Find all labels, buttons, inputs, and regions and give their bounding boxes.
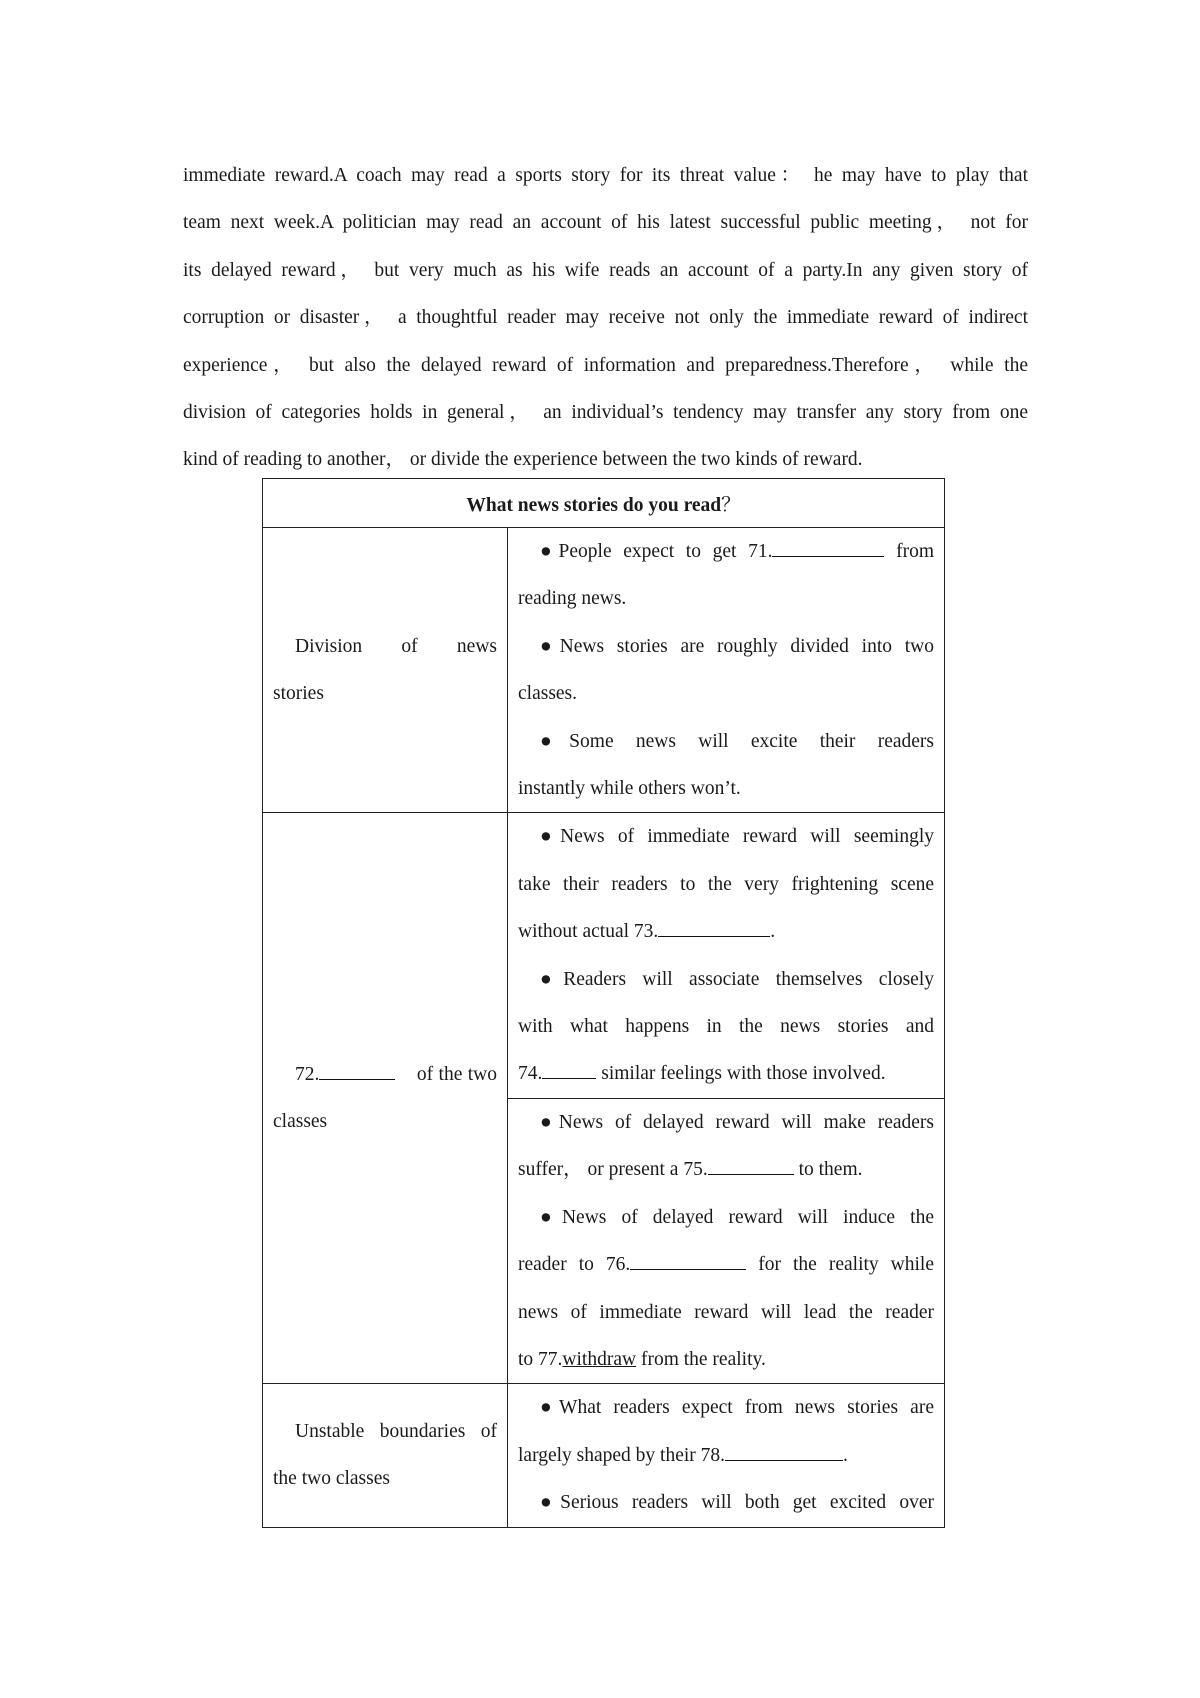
content-line: ●Serious readers will both get excited over bbox=[540, 1492, 934, 1514]
content-line: take their readers to the very frightening scene bbox=[518, 873, 934, 895]
task-table bbox=[262, 478, 945, 1528]
table-title-mark: ？ bbox=[721, 495, 741, 516]
row-content-immediate bbox=[508, 813, 945, 1098]
answer-blank-76[interactable] bbox=[630, 1250, 746, 1271]
content-line: with what happens in the news stories and bbox=[518, 1016, 934, 1038]
row-label-line bbox=[273, 1051, 497, 1098]
table-row bbox=[263, 1384, 945, 1527]
passage-line-7: kind of reading to another， or divide the experience between the two kinds of reward. bbox=[183, 449, 863, 471]
row-content-boundaries bbox=[508, 1384, 945, 1527]
content-line: ●News stories are roughly divided into two bbox=[540, 635, 934, 657]
content-line: ●What readers expect from news stories are bbox=[540, 1397, 934, 1419]
table-title-text: What news stories do you read bbox=[466, 495, 722, 516]
row-label-text: 72. bbox=[295, 1063, 320, 1085]
content-line bbox=[518, 1050, 934, 1097]
table-header-row bbox=[263, 479, 945, 528]
content-text: for the reality while bbox=[746, 1254, 934, 1276]
row-label-line: classes bbox=[273, 1111, 328, 1133]
content-line bbox=[518, 908, 934, 955]
reading-passage bbox=[183, 152, 1028, 484]
table-row bbox=[263, 528, 945, 813]
row-label-text: of the two bbox=[416, 1063, 497, 1085]
row-label-line: stories bbox=[273, 683, 324, 705]
content-line: classes. bbox=[518, 683, 578, 705]
answer-blank-74[interactable] bbox=[542, 1059, 596, 1080]
content-line: ●News of delayed reward will make readers bbox=[540, 1111, 934, 1133]
answer-77: withdraw bbox=[562, 1348, 637, 1370]
answer-blank-71[interactable] bbox=[772, 537, 884, 558]
row-label-line: the two classes bbox=[273, 1468, 390, 1490]
content-text: to 77. bbox=[518, 1348, 563, 1370]
content-line: ●News of immediate reward will seemingly bbox=[540, 826, 934, 848]
content-line bbox=[518, 1146, 934, 1193]
passage-line-4: corruption or disaster， a thoughtful reader may receive not only the immediate reward of indirect bbox=[183, 307, 1028, 329]
row-content-delayed bbox=[508, 1098, 945, 1383]
content-text: . bbox=[770, 921, 776, 943]
content-text: from the reality. bbox=[636, 1348, 766, 1370]
content-line bbox=[518, 1432, 934, 1479]
passage-line-5: experience， but also the delayed reward of information and preparedness.Therefore， while the bbox=[183, 354, 1028, 376]
passage-line-1: immediate reward.A coach may read a sports story for its threat value： he may have to play that bbox=[183, 165, 1028, 186]
content-text: largely shaped by their 78. bbox=[518, 1444, 726, 1466]
content-text: ●People expect to get 71. bbox=[540, 541, 773, 562]
passage-paragraph bbox=[183, 152, 1028, 484]
content-line: ●Some news will excite their readers bbox=[540, 730, 934, 752]
row-label-line: Division of news bbox=[295, 635, 497, 657]
content-text: from bbox=[884, 541, 935, 562]
row-content-division bbox=[508, 528, 945, 813]
answer-blank-78[interactable] bbox=[725, 1440, 843, 1461]
content-text: 74. bbox=[518, 1063, 543, 1085]
content-line: ●News of delayed reward will induce the bbox=[540, 1206, 934, 1228]
content-text: suffer， or present a 75. bbox=[518, 1159, 708, 1181]
passage-line-3: its delayed reward， but very much as his wife reads an account of a party.In any given story of bbox=[183, 259, 1028, 281]
row-label-features bbox=[263, 813, 508, 1384]
content-line bbox=[518, 1241, 934, 1288]
content-line: reading news. bbox=[518, 588, 627, 610]
content-text: to them. bbox=[793, 1159, 863, 1181]
table-row bbox=[263, 813, 945, 1098]
table-title bbox=[263, 479, 945, 528]
answer-blank-73[interactable] bbox=[658, 917, 770, 938]
content-line bbox=[518, 528, 934, 575]
content-text: . bbox=[843, 1444, 848, 1466]
answer-blank-72[interactable] bbox=[319, 1059, 395, 1080]
content-text: without actual 73. bbox=[518, 921, 659, 943]
row-label-line: Unstable boundaries of bbox=[295, 1421, 497, 1443]
content-text: similar feelings with those involved. bbox=[596, 1063, 886, 1085]
answer-blank-75[interactable] bbox=[708, 1155, 794, 1176]
content-line: news of immediate reward will lead the reader bbox=[518, 1301, 934, 1323]
row-label-boundaries bbox=[263, 1384, 508, 1527]
row-label-division bbox=[263, 528, 508, 813]
passage-line-2: team next week.A politician may read an account of his latest successful public meeting， not for bbox=[183, 212, 1028, 234]
content-text: reader to 76. bbox=[518, 1254, 631, 1276]
content-line: instantly while others won’t. bbox=[518, 778, 741, 800]
passage-line-6: division of categories holds in general， an individual’s tendency may transfer any story from one bbox=[183, 402, 1028, 424]
content-line: ●Readers will associate themselves closely bbox=[540, 968, 934, 990]
content-line bbox=[518, 1336, 934, 1383]
